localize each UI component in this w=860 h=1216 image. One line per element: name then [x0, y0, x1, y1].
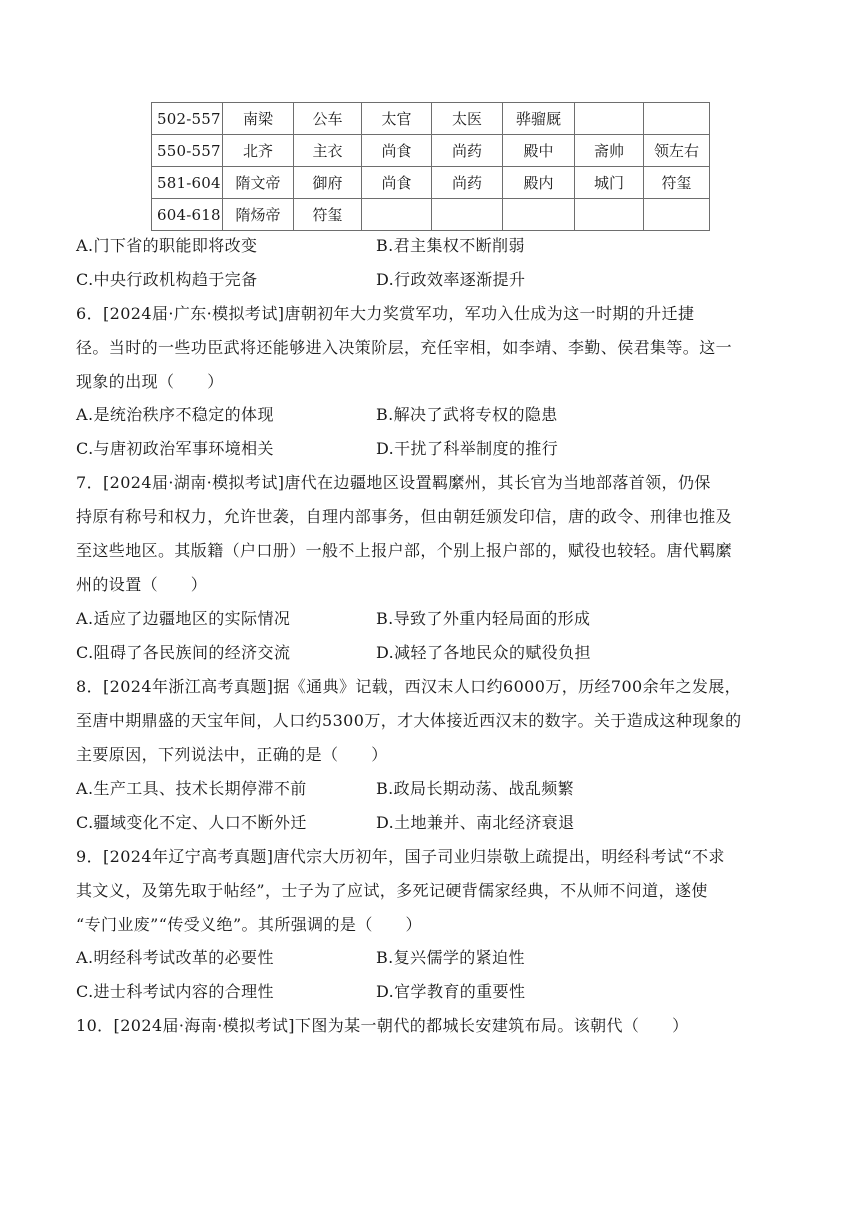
q7-option-a: A.适应了边疆地区的实际情况 [76, 609, 291, 628]
table-cell [362, 199, 432, 231]
q6-option-c: C.与唐初政治军事环境相关 [76, 439, 274, 458]
q7-stem-line-1: 7．[2024届·湖南·模拟考试]唐代在边疆地区设置羁縻州，其长官为当地部落首领，仍保 [76, 473, 711, 492]
q8-option-c: C.疆域变化不定、人口不断外迁 [76, 813, 307, 832]
q8-stem-line-2: 至唐中期鼎盛的天宝年间，人口约5300万，才大体接近西汉末的数字。关于造成这种现象的 [76, 711, 742, 730]
table-cell [503, 199, 575, 231]
q8-option-d: D.土地兼并、南北经济衰退 [376, 813, 575, 832]
table-cell: 550-557 [152, 135, 223, 167]
q7-stem-line-2: 持原有称号和权力，允许世袭，自理内部事务，但由朝廷颁发印信，唐的政令、刑律也推及 [76, 507, 733, 526]
q5-option-d: D.行政效率逐渐提升 [376, 270, 526, 289]
q7-stem-line-4: 州的设置（ ） [76, 575, 208, 594]
table-cell: 主衣 [294, 135, 362, 167]
q8-stem-line-3: 主要原因，下列说法中，正确的是（ ） [76, 745, 388, 764]
table-cell: 尚药 [432, 135, 503, 167]
q9-option-d: D.官学教育的重要性 [376, 982, 526, 1001]
q6-stem-line-1: 6．[2024届·广东·模拟考试]唐朝初年大力奖赏军功，军功入仕成为这一时期的升迁捷 [76, 304, 695, 323]
table-cell: 北齐 [223, 135, 294, 167]
q7-option-b: B.导致了外重内轻局面的形成 [376, 609, 591, 628]
table-cell: 502-557 [152, 103, 223, 135]
q6-option-d: D.干扰了科举制度的推行 [376, 439, 559, 458]
table-cell: 太医 [432, 103, 503, 135]
table-cell: 尚食 [362, 167, 432, 199]
table-cell: 公车 [294, 103, 362, 135]
q9-option-a: A.明经科考试改革的必要性 [76, 948, 274, 967]
table-cell: 城门 [575, 167, 644, 199]
q6-option-b: B.解决了武将专权的隐患 [376, 405, 558, 424]
table-cell: 隋文帝 [223, 167, 294, 199]
table-cell [575, 103, 644, 135]
table-cell: 符玺 [294, 199, 362, 231]
q7-option-c: C.阻碍了各民族间的经济交流 [76, 643, 291, 662]
q6-stem-line-3: 现象的出现（ ） [76, 372, 224, 391]
table-cell [644, 199, 710, 231]
table-cell: 符玺 [644, 167, 710, 199]
q9-option-b: B.复兴儒学的紧迫性 [376, 948, 525, 967]
q5-option-b: B.君主集权不断削弱 [376, 236, 525, 255]
q7-stem-line-3: 至这些地区。其版籍（户口册）一般不上报户部，个别上报户部的，赋役也较轻。唐代羁縻 [76, 541, 733, 560]
q9-stem-line-1: 9．[2024年辽宁高考真题]唐代宗大历初年，国子司业归崇敬上疏提出，明经科考试“不求 [76, 847, 725, 866]
q9-stem-line-2: 其文义，及第先取于帖经”，士子为了应试，多死记硬背儒家经典，不从师不问道，遂使 [76, 881, 708, 900]
table-row [152, 103, 710, 135]
table-cell: 尚药 [432, 167, 503, 199]
table-cell: 御府 [294, 167, 362, 199]
table-cell: 领左右 [644, 135, 710, 167]
table-cell: 604-618 [152, 199, 223, 231]
table-cell [644, 103, 710, 135]
q8-stem-line-1: 8．[2024年浙江高考真题]据《通典》记载，西汉末人口约6000万，历经700余年之发展， [76, 677, 742, 696]
table-cell [432, 199, 503, 231]
table-cell: 骅骝厩 [503, 103, 575, 135]
officials-table [151, 102, 710, 231]
table-cell: 南梁 [223, 103, 294, 135]
q5-option-c: C.中央行政机构趋于完备 [76, 270, 258, 289]
q9-option-c: C.进士科考试内容的合理性 [76, 982, 274, 1001]
q6-option-a: A.是统治秩序不稳定的体现 [76, 405, 274, 424]
table-cell: 太官 [362, 103, 432, 135]
table-cell: 581-604 [152, 167, 223, 199]
q10-stem-line-1: 10．[2024届·海南·模拟考试]下图为某一朝代的都城长安建筑布局。该朝代（ ） [76, 1016, 689, 1035]
table-cell [575, 199, 644, 231]
q6-stem-line-2: 径。当时的一些功臣武将还能够进入决策阶层，充任宰相，如李靖、李勤、侯君集等。这一 [76, 338, 733, 357]
table-row [152, 199, 710, 231]
q5-option-a: A.门下省的职能即将改变 [76, 236, 258, 255]
table-row [152, 167, 710, 199]
q7-option-d: D.减轻了各地民众的赋役负担 [376, 643, 591, 662]
q9-stem-line-3: “专门业废”“传受义绝”。其所强调的是（ ） [76, 915, 422, 934]
q8-option-b: B.政局长期动荡、战乱频繁 [376, 779, 575, 798]
table-cell: 斋帅 [575, 135, 644, 167]
table-cell: 隋炀帝 [223, 199, 294, 231]
table-cell: 殿内 [503, 167, 575, 199]
table-row [152, 135, 710, 167]
table-cell: 殿中 [503, 135, 575, 167]
q8-option-a: A.生产工具、技术长期停滞不前 [76, 779, 307, 798]
table-cell: 尚食 [362, 135, 432, 167]
